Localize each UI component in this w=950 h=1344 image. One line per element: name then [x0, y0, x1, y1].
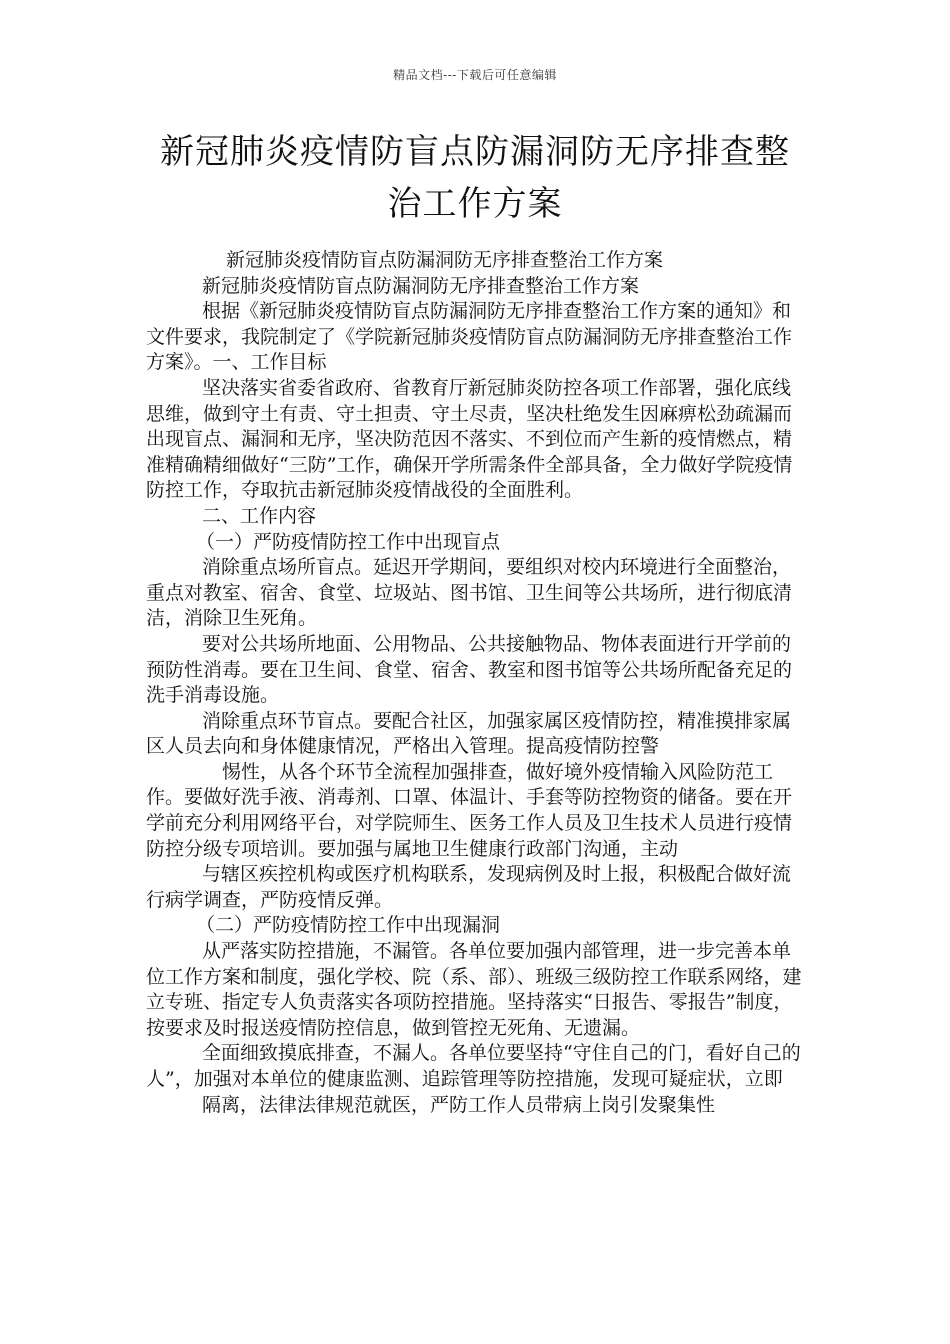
- body-paragraph: 与辖区疾控机构或医疗机构联系，发现病例及时上报，积极配合做好流行病学调查，严防疫情反弹。: [146, 863, 792, 911]
- document-title: [130, 126, 820, 230]
- body-paragraph: 坚决落实省委省政府、省教育厅新冠肺炎防控各项工作部署，强化底线思维，做到守土有责、守土担责、守土尽责，坚决杜绝发生因麻痹松劲疏漏而出现盲点、漏洞和无序，坚决防范因不落实、不到位而产生新的疫情燃点，精准精确精细做好“三防”工作，确保开学所需条件全部具备，全力做好学院疫情防控工作，夺取抗击新冠肺炎疫情战役的全面胜利。: [146, 376, 793, 502]
- body-paragraph: 消除重点环节盲点。要配合社区，加强家属区疫情防控，精准摸排家属区人员去向和身体健康情况，严格出入管理。提高疫情防控警: [146, 709, 792, 758]
- body-paragraph: （一）严防疫情防控工作中出现盲点: [196, 530, 501, 553]
- body-paragraph: 新冠肺炎疫情防盲点防漏洞防无序排查整治工作方案: [202, 274, 640, 297]
- body-paragraph: 隔离，法律法律规范就医，严防工作人员带病上岗引发聚集性: [202, 1093, 716, 1116]
- document-body: [146, 248, 806, 1118]
- body-paragraph: 惕性，从各个环节全流程加强排查，做好境外疫情输入风险防范工作。要做好洗手液、消毒剂、口罩、体温计、手套等防控物资的储备。要在开学前充分利用网络平台，对学院师生、医务工作人员及卫生技术人员进行疫情防控分级专项培训。要加强与属地卫生健康行政部门沟通，主动: [146, 760, 793, 860]
- body-paragraph: （二）严防疫情防控工作中出现漏洞: [196, 914, 501, 937]
- body-paragraph: 要对公共场所地面、公用物品、公共接触物品、物体表面进行开学前的预防性消毒。要在卫生间、食堂、宿舍、教室和图书馆等公共场所配备充足的洗手消毒设施。: [146, 632, 793, 707]
- document-title-line2: 治工作方案: [387, 184, 563, 224]
- body-paragraph: 全面细致摸底排查，不漏人。各单位要坚持“守住自己的门，看好自己的人”，加强对本单位的健康监测、追踪管理等防控措施，发现可疑症状，立即: [146, 1042, 801, 1090]
- body-paragraph: 从严落实防控措施，不漏管。各单位要加强内部管理，进一步完善本单位工作方案和制度，强化学校、院（系、部）、班级三级防控工作联系网络，建立专班、指定专人负责落实各项防控措施。坚持落实“日报告、零报告”制度，按要求及时报送疫情防控信息，做到管控无死角、无遗漏。: [146, 940, 802, 1039]
- document-title-line1: 新冠肺炎疫情防盲点防漏洞防无序排查整: [160, 132, 790, 172]
- body-paragraph: 二、工作内容: [202, 504, 317, 527]
- page-header-note: 精品文档---下载后可任意编辑: [393, 68, 557, 82]
- body-paragraph: 新冠肺炎疫情防盲点防漏洞防无序排查整治工作方案: [226, 249, 664, 271]
- body-paragraph: 消除重点场所盲点。延迟开学期间，要组织对校内环境进行全面整治，重点对教室、宿舍、食堂、垃圾站、图书馆、卫生间等公共场所，进行彻底清洁，消除卫生死角。: [146, 556, 793, 630]
- body-paragraph: 根据《新冠肺炎疫情防盲点防漏洞防无序排查整治工作方案的通知》和文件要求，我院制定了《学院新冠肺炎疫情防盲点防漏洞防无序排查整治工作方案》。一、工作目标: [146, 300, 793, 374]
